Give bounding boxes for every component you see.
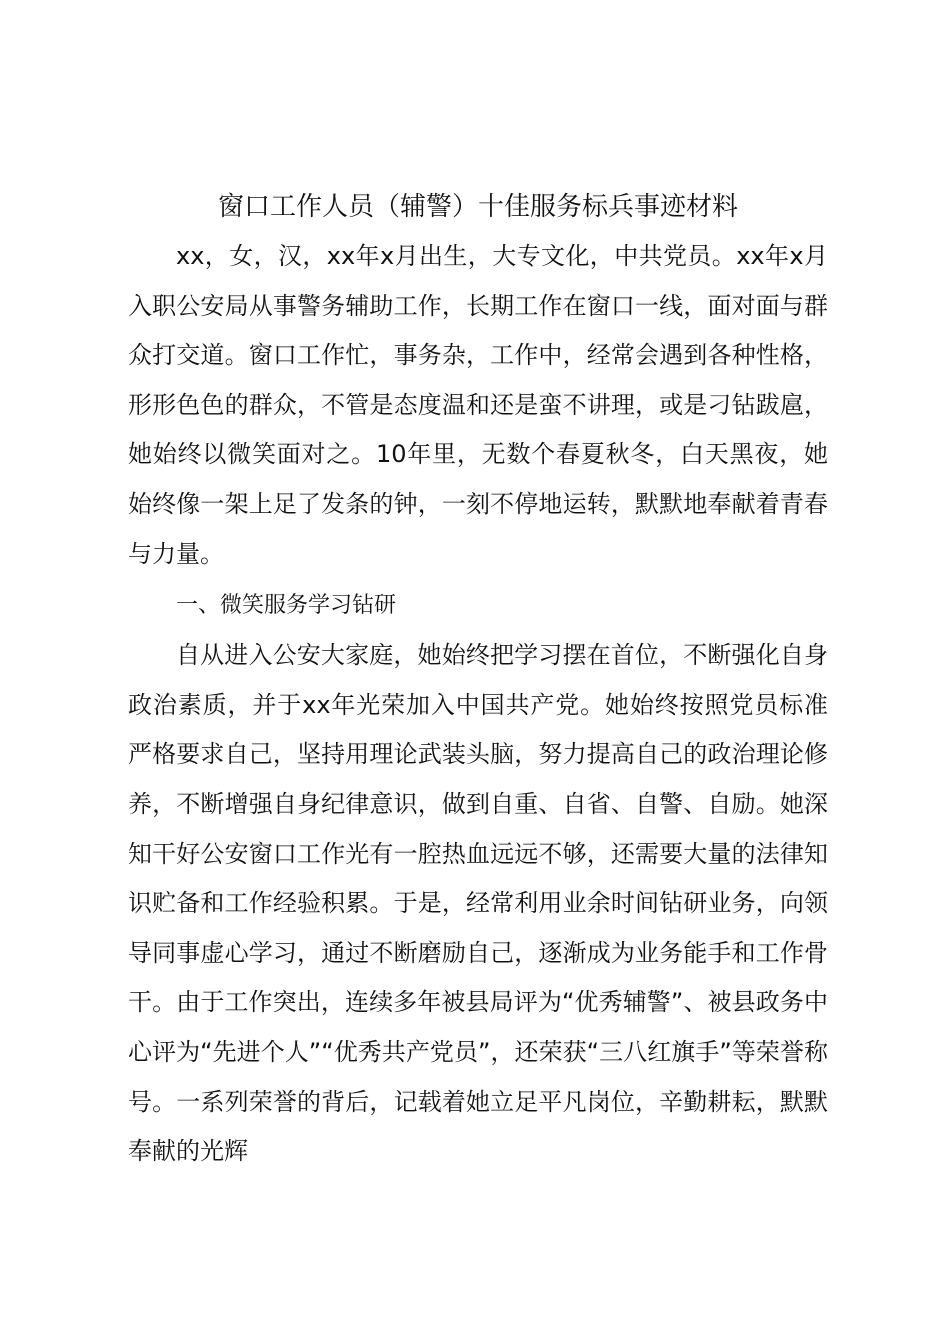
document-title: 窗口工作人员（辅警）十佳服务标兵事迹材料 <box>217 192 738 222</box>
section-paragraph: 自从进入公安大家庭，她始终把学习摆在首位，不断强化自身政治素质，并于xx年光荣加入中国共产党。她始终按照党员标准严格要求自己，坚持用理论武装头脑，努力提高自己的政治理论修养，不断增强自身纪律意识，做到自重、自省、自警、自励。她深知干好公安窗口工作光有一腔热血远远不够，还需要大量的法律知识贮备和工作经验积累。于是，经常利用业余时间钻研业务，向领导同事虚心学习，通过不断磨励自己，逐渐成为业务能手和工作骨干。由于工作突出，连续多年被县局评为“优秀辅警”、被县政务中心评为“先进个人”“优秀共产党员”，还荣获“三八红旗手”等荣誉称号。一系列荣誉的背后，记载着她立足平凡岗位，辛勤耕耘，默默奉献的光辉 <box>128 641 828 1166</box>
document-body <box>128 182 828 1177</box>
section-heading: 一、微笑服务学习钻研 <box>176 593 397 619</box>
intro-paragraph: xx，女，汉，xx年x月出生，大专文化，中共党员。xx年x月入职公安局从事警务辅助工作，长期工作在窗口一线，面对面与群众打交道。窗口工作忙，事务杂，工作中，经常会遇到各种性格，形形色色的群众，不管是态度温和还是蛮不讲理，或是刁钻跋扈，她始终以微笑面对之。10年里，无数个春夏秋冬，白天黑夜，她始终像一架上足了发条的钟，一刻不停地运转，默默地奉献着青春与力量。 <box>128 242 828 568</box>
